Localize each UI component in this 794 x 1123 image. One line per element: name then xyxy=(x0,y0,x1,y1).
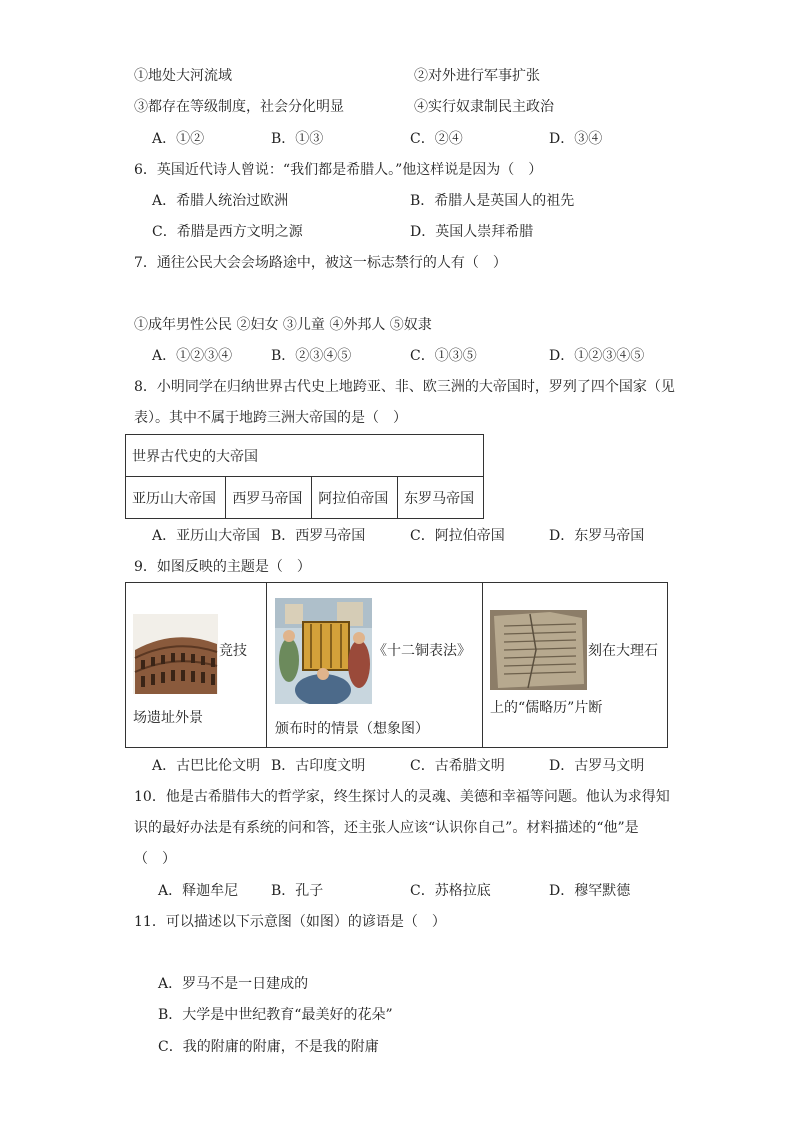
empires-table-cell: 东罗马帝国 xyxy=(398,477,484,519)
empires-table-cell: 亚历山大帝国 xyxy=(126,477,226,519)
q8-stem-line2: 表）。其中不属于地跨三洲大帝国的是（ ） xyxy=(134,410,407,426)
empires-table-header: 世界古代史的大帝国 xyxy=(126,435,484,477)
empires-table-cell: 西罗马帝国 xyxy=(226,477,312,519)
q5-option-d[interactable]: D．③④ xyxy=(549,131,603,147)
q8-option-b[interactable]: B．西罗马帝国 xyxy=(271,528,366,544)
q9-cell2-caption-b: 颁布时的情景（想象图） xyxy=(275,721,429,737)
q8-stem-line1: 8．小明同学在归纳世界古代史上地跨亚、非、欧三洲的大帝国时，罗列了四个国家（见 xyxy=(134,379,675,395)
q10-option-d[interactable]: D．穆罕默德 xyxy=(549,883,631,899)
q8-option-a[interactable]: A．亚历山大帝国 xyxy=(152,528,261,544)
q9-cell1-caption-b: 场遗址外景 xyxy=(133,710,203,726)
q6-option-b[interactable]: B．希腊人是英国人的祖先 xyxy=(410,193,575,209)
q10-option-c[interactable]: C．苏格拉底 xyxy=(410,883,491,899)
q6-stem: 6．英国近代诗人曾说：“我们都是希腊人。”他这样说是因为（ ） xyxy=(134,162,543,178)
q11-option-a[interactable]: A．罗马不是一日建成的 xyxy=(158,976,309,992)
q9-option-a[interactable]: A．古巴比伦文明 xyxy=(152,758,261,774)
q7-stem: 7．通往公民大会会场路途中，被这一标志禁行的人有（ ） xyxy=(134,255,507,271)
q11-option-c[interactable]: C．我的附庸的附庸，不是我的附庸 xyxy=(158,1039,379,1055)
q9-option-b[interactable]: B．古印度文明 xyxy=(271,758,366,774)
q6-option-d[interactable]: D．英国人崇拜希腊 xyxy=(410,224,534,240)
q5-option-a[interactable]: A．①② xyxy=(152,131,205,147)
q10-stem-line1: 10．他是古希腊伟大的哲学家，终生探讨人的灵魂、美德和幸福等问题。他认为求得知 xyxy=(134,789,670,805)
q10-stem-line3: （ ） xyxy=(134,851,176,867)
q5-item-2: ②对外进行军事扩张 xyxy=(414,68,540,84)
q5-option-c[interactable]: C．②④ xyxy=(410,131,463,147)
q7-items: ①成年男性公民 ②妇女 ③儿童 ④外邦人 ⑤奴隶 xyxy=(134,317,432,333)
colosseum-image xyxy=(133,614,218,694)
q11-option-b[interactable]: B．大学是中世纪教育“最美好的花朵” xyxy=(158,1007,393,1023)
q9-cell3-caption-b: 上的“儒略历”片断 xyxy=(490,700,603,716)
q9-cell3-caption-a: 刻在大理石 xyxy=(588,643,658,659)
q5-item-1: ①地处大河流域 xyxy=(134,68,232,84)
q8-option-d[interactable]: D．东罗马帝国 xyxy=(549,528,645,544)
q7-option-d[interactable]: D．①②③④⑤ xyxy=(549,348,645,364)
q9-option-d[interactable]: D．古罗马文明 xyxy=(549,758,645,774)
q10-option-b[interactable]: B．孔子 xyxy=(271,883,324,899)
q5-item-4: ④实行奴隶制民主政治 xyxy=(414,99,554,115)
q5-item-3: ③都存在等级制度，社会分化明显 xyxy=(134,99,344,115)
empires-table-cell: 阿拉伯帝国 xyxy=(312,477,398,519)
julian-calendar-fragment xyxy=(490,610,587,690)
q7-option-c[interactable]: C．①③⑤ xyxy=(410,348,477,364)
q5-option-b[interactable]: B．①③ xyxy=(271,131,324,147)
q6-option-c[interactable]: C．希腊是西方文明之源 xyxy=(152,224,303,240)
q9-cell1-caption-a: 竞技 xyxy=(219,643,247,659)
q10-stem-line2: 识的最好办法是有系统的问和答，还主张人应该“认识你自己”。材料描述的“他”是 xyxy=(134,820,639,836)
q8-option-c[interactable]: C．阿拉伯帝国 xyxy=(410,528,505,544)
empires-table xyxy=(125,434,484,519)
q11-stem: 11．可以描述以下示意图（如图）的谚语是（ ） xyxy=(134,914,446,930)
twelve-tables-painting xyxy=(275,598,372,704)
q7-option-a[interactable]: A．①②③④ xyxy=(152,348,233,364)
q9-cell2-caption-a: 《十二铜表法》 xyxy=(373,643,471,659)
q6-option-a[interactable]: A．希腊人统治过欧洲 xyxy=(152,193,289,209)
q9-option-c[interactable]: C．古希腊文明 xyxy=(410,758,505,774)
q9-stem: 9．如图反映的主题是（ ） xyxy=(134,559,311,575)
q10-option-a[interactable]: A．释迦牟尼 xyxy=(158,883,239,899)
q7-option-b[interactable]: B．②③④⑤ xyxy=(271,348,352,364)
